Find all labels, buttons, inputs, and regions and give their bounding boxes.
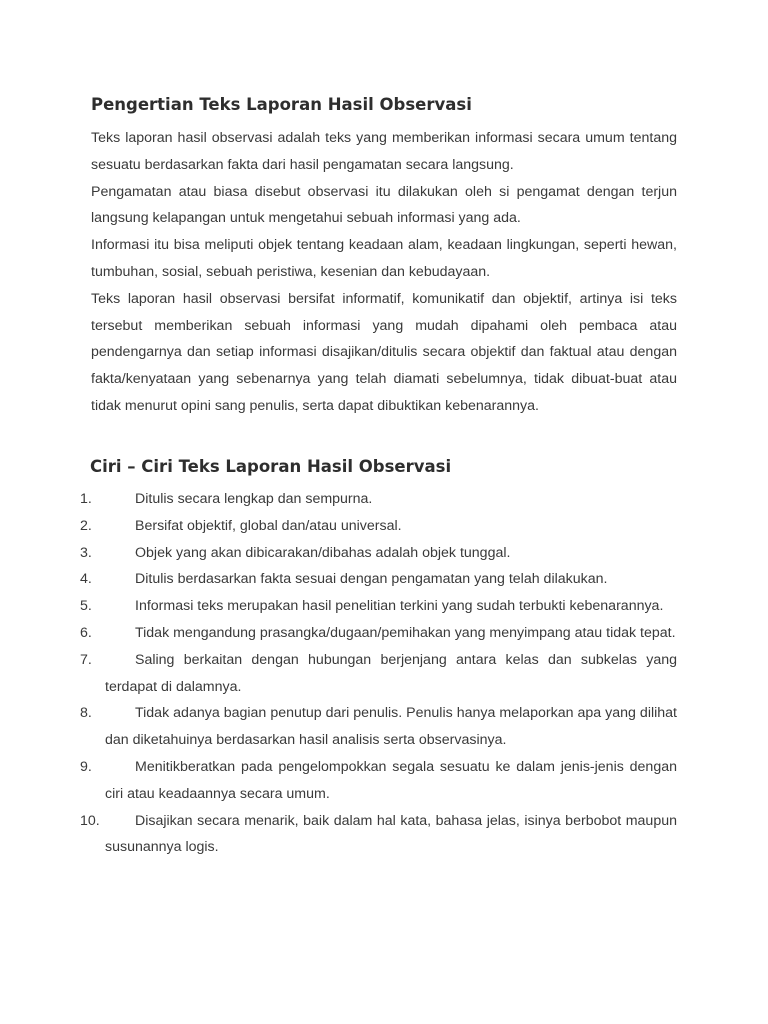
list-item-number: 7. xyxy=(80,651,92,668)
list-item xyxy=(80,513,677,540)
list-item-text: Tidak adanya bagian penutup dari penulis. Penulis hanya melaporkan apa yang dilihat dan diketahuinya berdasarkan hasil analisis serta observasinya. xyxy=(105,705,677,749)
list-item-text: Objek yang akan dibicarakan/dibahas adalah objek tunggal. xyxy=(135,544,511,561)
paragraph: Teks laporan hasil observasi bersifat informatif, komunikatif dan objektif, artinya isi teks tersebut memberikan sebuah informasi yang mudah dipahami oleh pembaca atau pendengarnya dan setiap informasi disajikan/ditulis secara objektif dan faktual atau dengan fakta/kenyataan yang sebenarnya yang telah diamati sebelumnya, tidak dibuat-buat atau tidak menurut opini sang penulis, serta dapat dibuktikan kebenarannya. xyxy=(91,290,677,414)
list-item-number: 6. xyxy=(80,624,92,641)
paragraph: Informasi itu bisa meliputi objek tentang keadaan alam, keadaan lingkungan, seperti hewan, tumbuhan, sosial, sebuah peristiwa, kesenian dan kebudayaan. xyxy=(91,237,677,280)
list-item-text: Tidak mengandung prasangka/dugaan/pemihakan yang menyimpang atau tidak tepat. xyxy=(135,624,676,641)
list-item xyxy=(80,700,677,754)
list-item-number: 10. xyxy=(80,812,100,829)
list-item-text: Informasi teks merupakan hasil penelitian terkini yang sudah terbukti kebenarannya. xyxy=(135,598,664,615)
pengertian-body xyxy=(91,125,677,420)
section-heading-pengertian: Pengertian Teks Laporan Hasil Observasi xyxy=(91,95,472,114)
list-item-number: 1. xyxy=(80,491,92,507)
list-item xyxy=(80,593,677,620)
list-item-number: 9. xyxy=(80,758,92,775)
list-item-number: 5. xyxy=(80,598,92,615)
list-item xyxy=(80,620,677,647)
ciri-list xyxy=(0,486,677,861)
paragraph: Pengamatan atau biasa disebut observasi itu dilakukan oleh si pengamat dengan terjun langsung kelapangan untuk mengetahui sebuah informasi yang ada. xyxy=(91,183,677,227)
list-item-text: Ditulis secara lengkap dan sempurna. xyxy=(135,491,373,507)
list-item xyxy=(80,566,677,593)
list-item-number: 8. xyxy=(80,705,92,722)
list-item-number: 3. xyxy=(80,544,92,561)
list-item-text: Disajikan secara menarik, baik dalam hal kata, bahasa jelas, isinya berbobot maupun susunannya logis. xyxy=(105,812,677,856)
list-item-text: Menitikberatkan pada pengelompokkan segala sesuatu ke dalam jenis-jenis dengan ciri atau keadaannya secara umum. xyxy=(105,758,677,802)
section-heading-ciri: Ciri – Ciri Teks Laporan Hasil Observasi xyxy=(90,457,452,476)
list-item xyxy=(80,540,677,567)
list-item xyxy=(80,486,677,513)
list-item-number: 2. xyxy=(80,517,92,534)
list-item-number: 4. xyxy=(80,571,92,588)
list-item-text: Saling berkaitan dengan hubungan berjenjang antara kelas dan subkelas yang terdapat di dalamnya. xyxy=(105,651,677,695)
list-item-text: Ditulis berdasarkan fakta sesuai dengan pengamatan yang telah dilakukan. xyxy=(135,571,608,588)
list-item-text: Bersifat objektif, global dan/atau universal. xyxy=(135,517,402,534)
paragraph: Teks laporan hasil observasi adalah teks yang memberikan informasi secara umum tentang sesuatu berdasarkan fakta dari hasil pengamatan secara langsung. xyxy=(91,130,677,173)
list-item xyxy=(80,647,677,701)
list-item xyxy=(80,808,677,862)
list-item xyxy=(80,754,677,808)
